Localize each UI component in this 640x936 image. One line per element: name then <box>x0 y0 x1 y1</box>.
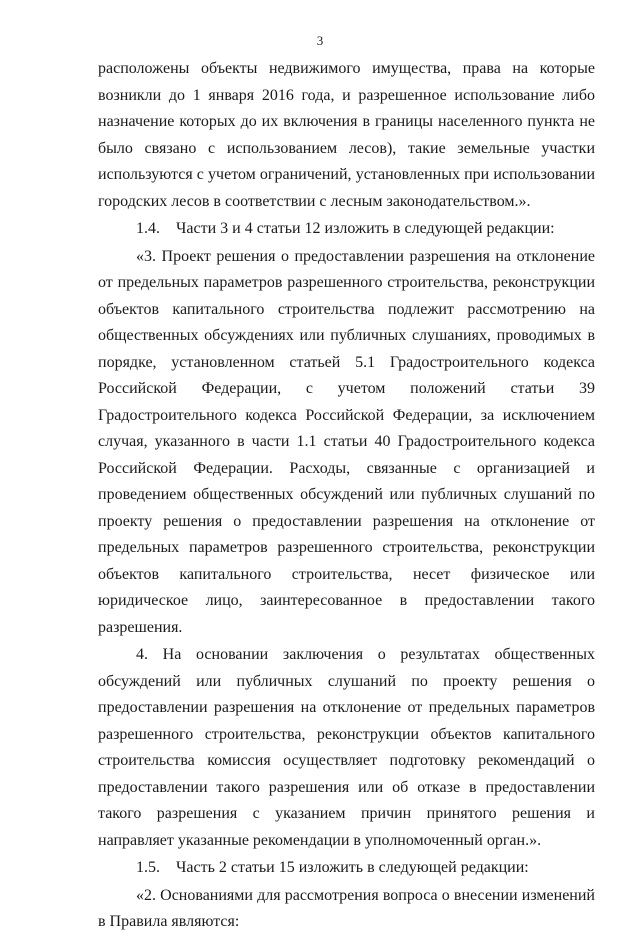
paragraph-continuation: расположены объекты недвижимого имущества, права на которые возникли до 1 января 2016 года, и разрешенное использование либо назначение которых до их включения в границы населенного пункта не было связано с использованием лесов), такие земельные участки используются с учетом ограничений, установленных при использовании городских лесов в соответствии с лесным законодательством.». <box>98 60 595 210</box>
paragraph-item-1-5: 1.5. Часть 2 статьи 15 изложить в следующей редакции: <box>136 859 529 876</box>
paragraph-part-4: 4. На основании заключения о результатах общественных обсуждений или публичных слушаний по проекту решения о предоставлении разрешения на отклонение от предельных параметров разрешенного строительства, реконструкции объектов капитального строительства комиссия осуществляет подготовку рекомендаций о предоставлении такого разрешения или об отказе в предоставлении такого разрешения с указанием причин принятого решения и направляет указанные рекомендации в уполномоченный орган.». <box>98 646 595 849</box>
document-body <box>98 56 595 936</box>
page-number: 3 <box>316 33 324 48</box>
paragraph-part-3: «3. Проект решения о предоставлении разрешения на отклонение от предельных параметров разрешенного строительства, реконструкции объектов капитального строительства подлежит рассмотрению на общественных обсуждениях или публичных слушаниях, проводимых в порядке, установленном статьей 5.1 Градостроительного кодекса Российской Федерации, с учетом положений статьи 39 Градостроительного кодекса Российской Федерации, за исключением случая, указанного в части 1.1 статьи 40 Градостроительного кодекса Российской Федерации. Расходы, связанные с организацией и проведением общественных обсуждений или публичных слушаний по проекту решения о предоставлении разрешения на отклонение от предельных параметров разрешенного строительства, реконструкции объектов капитального строительства, несет физическое или юридическое лицо, заинтересованное в предоставлении такого разрешения. <box>98 247 595 636</box>
paragraph-part-2: «2. Основаниями для рассмотрения вопроса о внесении изменений в Правила являются: <box>98 886 595 930</box>
paragraph-item-1-4: 1.4. Части 3 и 4 статьи 12 изложить в следующей редакции: <box>136 220 555 237</box>
